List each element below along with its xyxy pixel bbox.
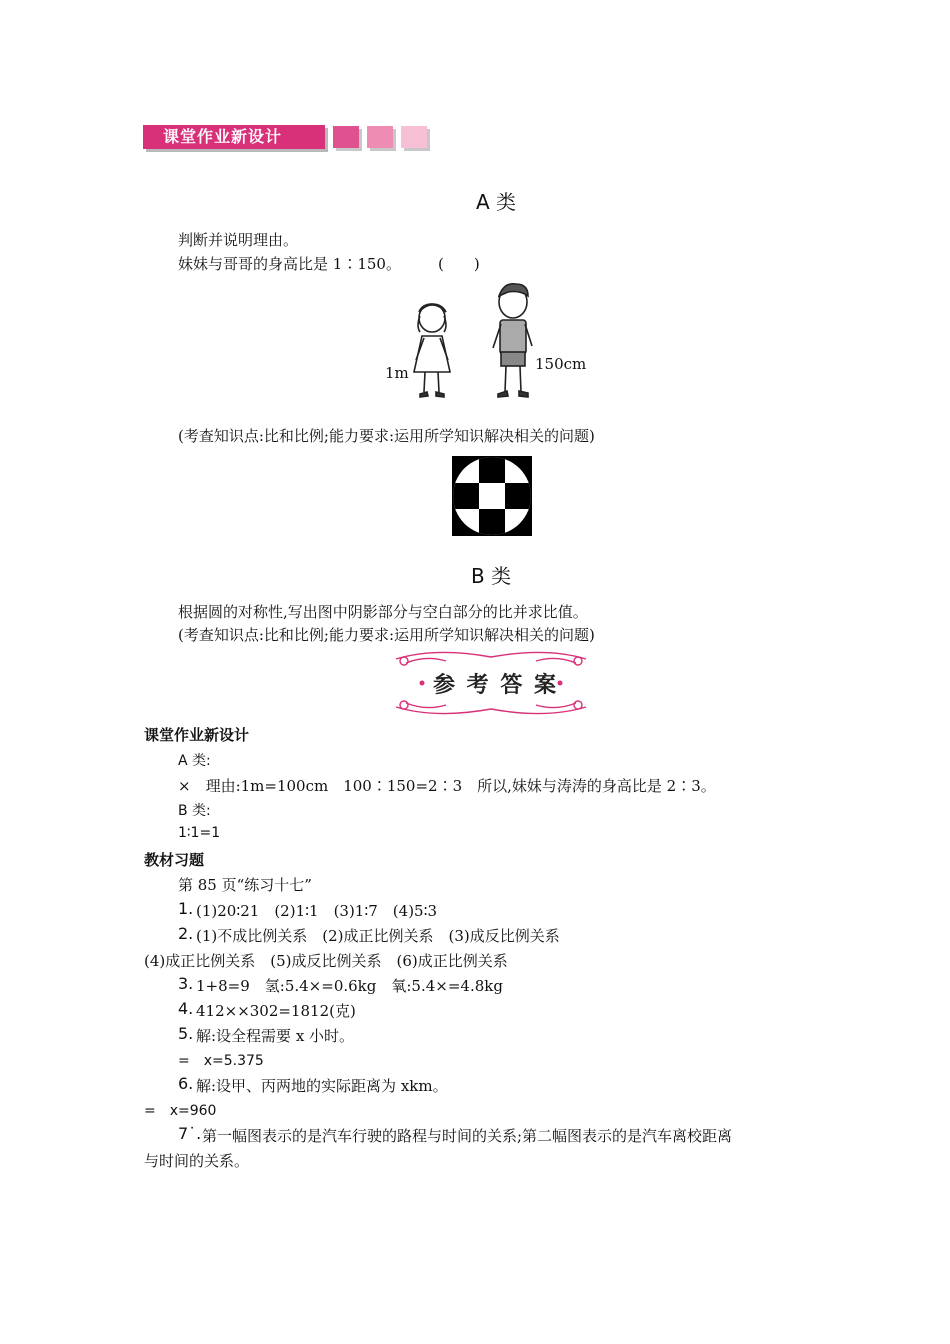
q2-answer-line2: (4)成正比例关系 (5)成反比例关系 (6)成正比例关系 (144, 952, 508, 970)
section-b-heading: B 类 (471, 564, 512, 588)
q5-answer: 解:设全程需要 x 小时。 (196, 1027, 355, 1045)
answer-a-text: × 理由:1m=100cm 100∶150=2∶3 所以,妹妹与涛涛的身高比是 2∶3。 (178, 777, 716, 795)
banner-square (367, 126, 393, 148)
section-b-note: (考查知识点:比和比例;能力要求:运用所学知识解决相关的问题) (178, 626, 595, 644)
section-a-heading: A 类 (476, 190, 517, 214)
q4-number: 4. (178, 999, 194, 1018)
q3-number: 3. (178, 974, 194, 993)
answers-heading-classwork: 课堂作业新设计 (144, 726, 250, 744)
answer-b-text: 1∶1=1 (178, 825, 221, 841)
q2-number: 2. (178, 924, 194, 943)
section-a-instruction: 判断并说明理由。 (178, 231, 299, 249)
q6-answer: 解:设甲、丙两地的实际距离为 xkm。 (196, 1077, 448, 1095)
girl-height-label: 1m (385, 364, 409, 382)
q7-number: 7˙. (178, 1124, 202, 1143)
q7-answer-line2: 与时间的关系。 (144, 1152, 250, 1170)
q7-answer-line1: 第一幅图表示的是汽车行驶的路程与时间的关系;第二幅图表示的是汽车离校距离 (202, 1127, 733, 1145)
q1-answer: (1)20∶21 (2)1∶1 (3)1∶7 (4)5∶3 (196, 902, 438, 920)
answers-heading-textbook: 教材习题 (144, 851, 205, 869)
answer-title: 参 考 答 案 (433, 672, 558, 698)
section-b-question: 根据圆的对称性,写出图中阴影部分与空白部分的比并求比值。 (178, 603, 588, 621)
page-reference: 第 85 页“练习十七” (178, 876, 312, 894)
q2-answer-line1: (1)不成比例关系 (2)成正比例关系 (3)成反比例关系 (196, 927, 560, 945)
answer-blank: ( ) (438, 255, 480, 273)
q4-answer: 412××302=1812(克) (196, 1002, 356, 1020)
q3-answer: 1+8=9 氢:5.4×=0.6kg 氧:5.4×=4.8kg (196, 977, 503, 995)
boy-figure (493, 284, 532, 397)
boy-height-label: 150cm (535, 355, 587, 373)
q6-number: 6. (178, 1074, 194, 1093)
banner-square (401, 126, 427, 148)
children-illustration (380, 280, 600, 405)
q5-solution: = x=5.375 (178, 1053, 264, 1069)
q1-number: 1. (178, 899, 194, 918)
section-a-note: (考查知识点:比和比例;能力要求:运用所学知识解决相关的问题) (178, 427, 595, 445)
section-a-question: 妹妹与哥哥的身高比是 1∶150。 (178, 255, 401, 273)
q5-number: 5. (178, 1024, 194, 1043)
section-banner (143, 124, 427, 150)
q6-solution: = x=960 (144, 1103, 217, 1119)
girl-figure (414, 304, 450, 397)
banner-title: 课堂作业新设计 (143, 125, 325, 149)
banner-square (333, 126, 359, 148)
answer-a-label: A 类: (178, 753, 211, 769)
answer-b-label: B 类: (178, 803, 211, 819)
circle-square-figure (452, 456, 532, 536)
